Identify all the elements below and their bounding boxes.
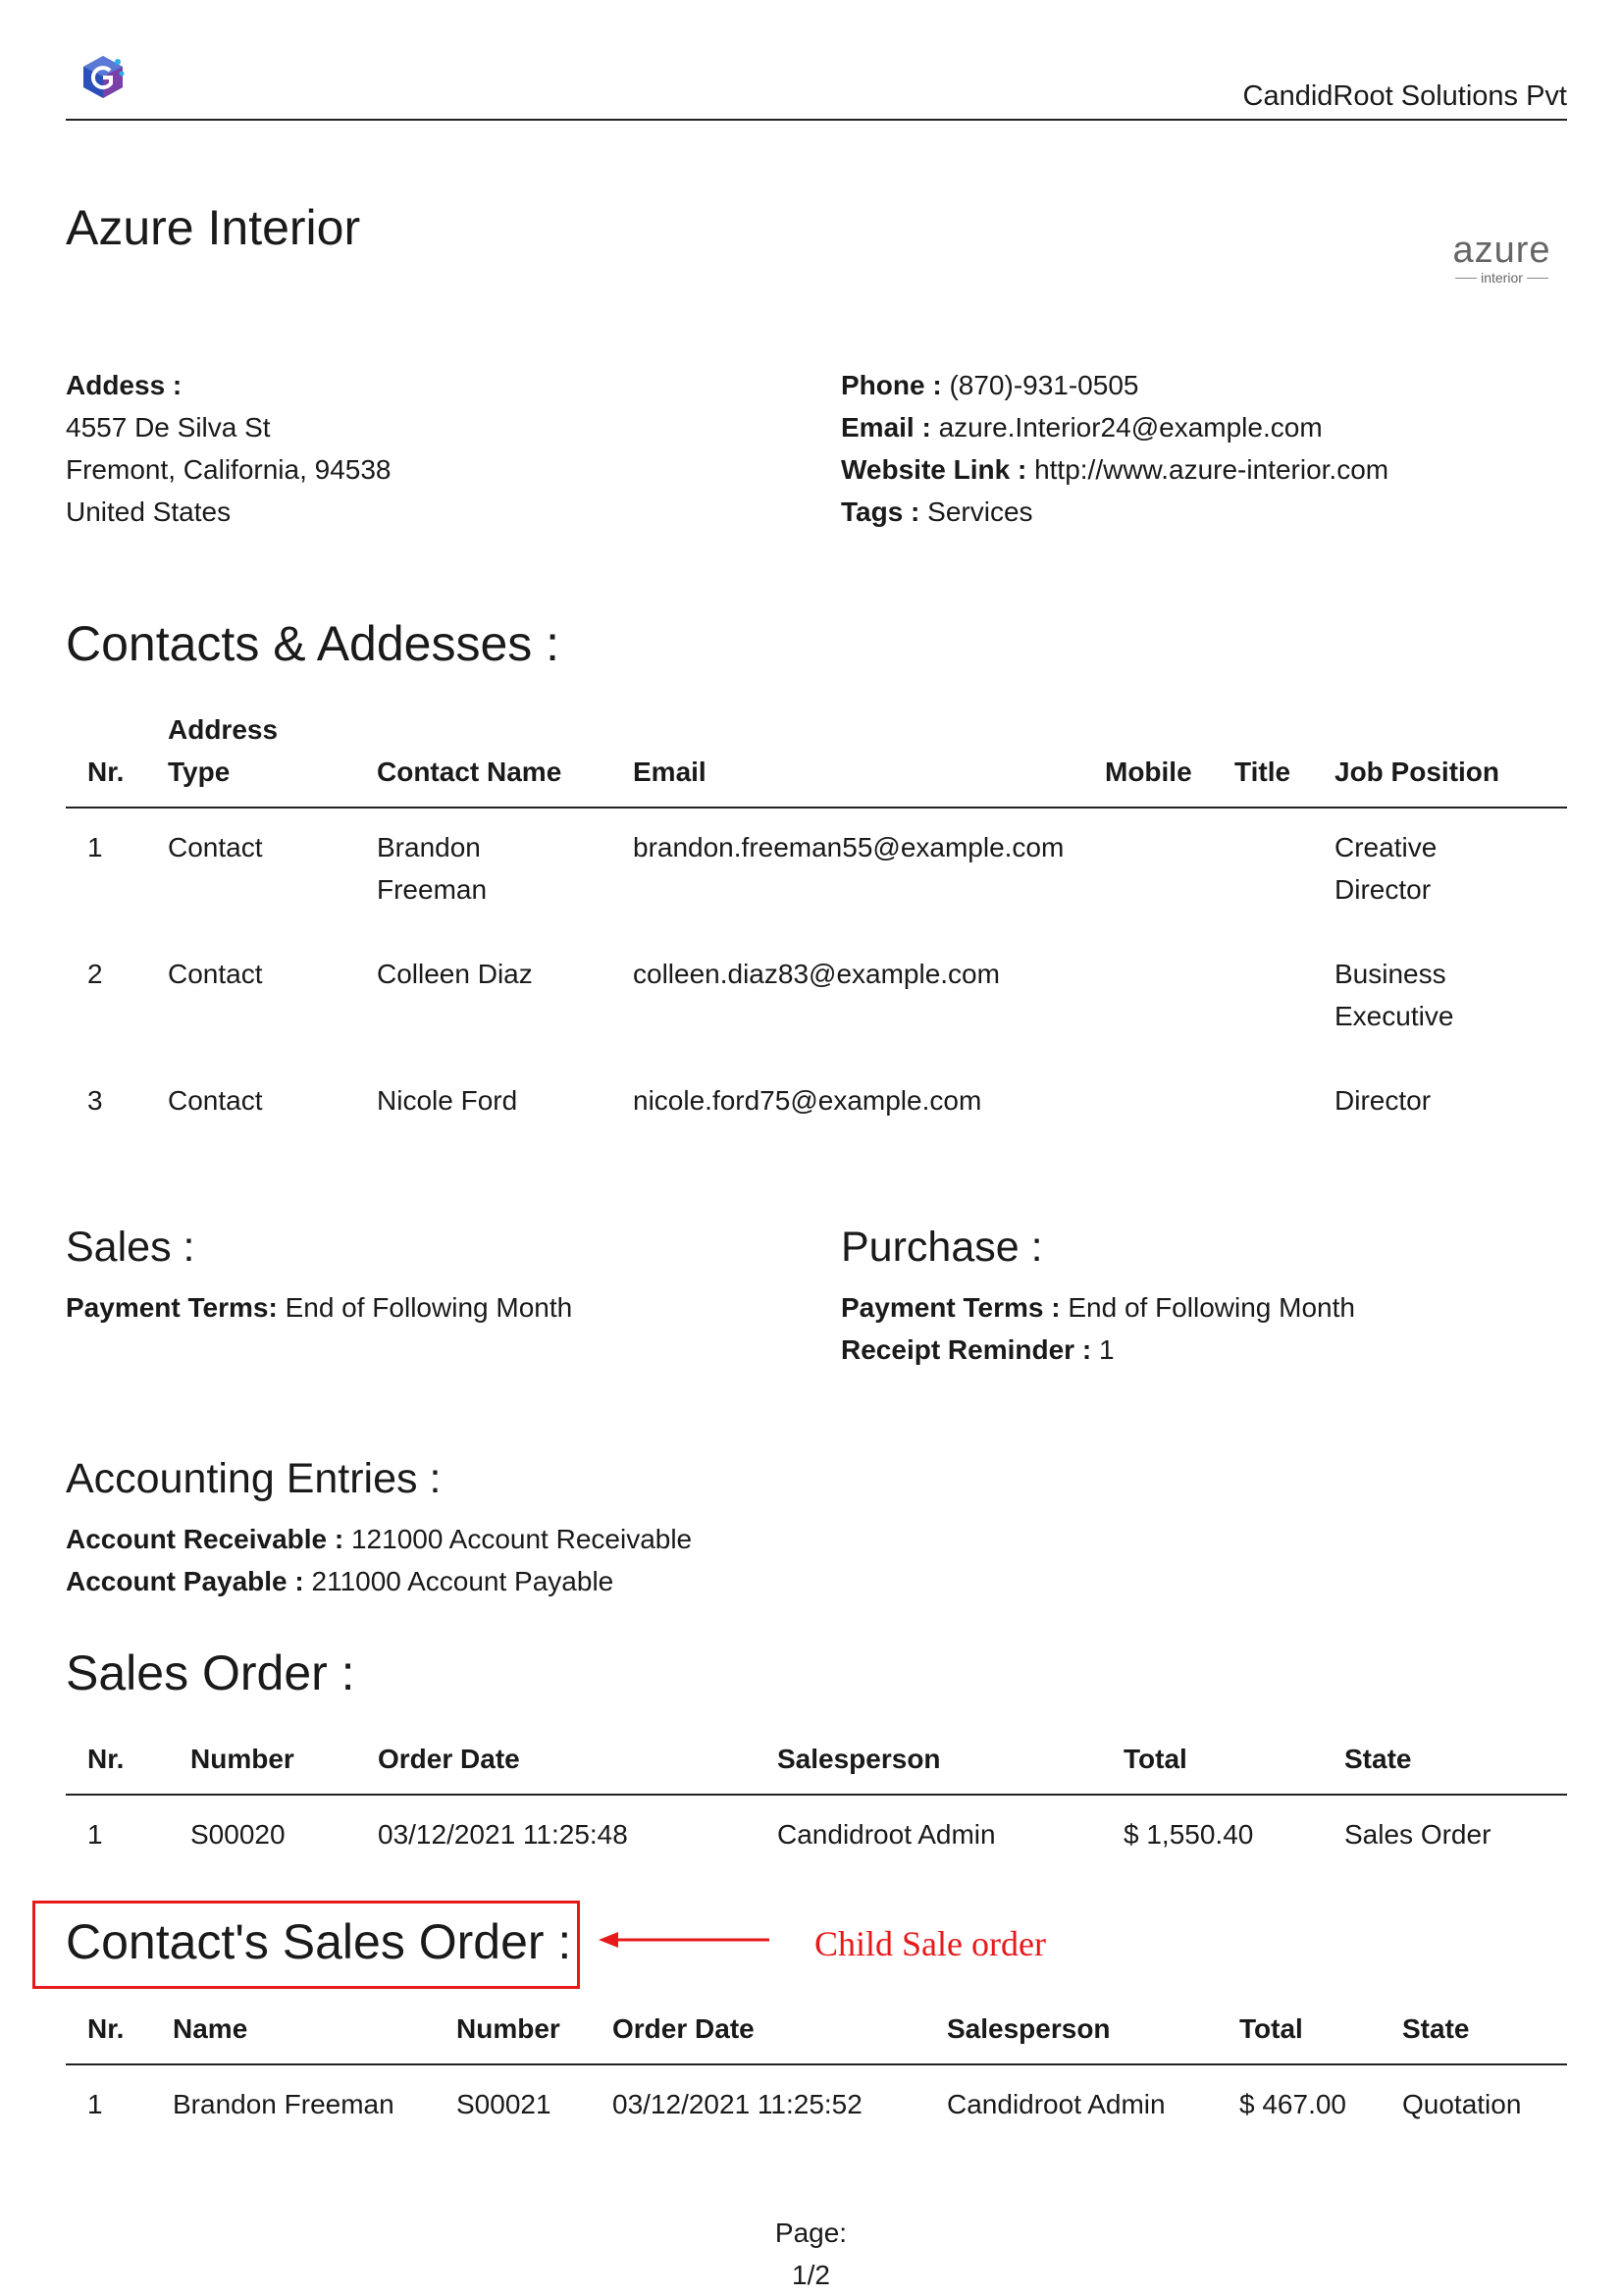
website-label: Website Link : (841, 454, 1027, 485)
account-receivable-value: 121000 Account Receivable (350, 1524, 693, 1554)
table-row: 2 Contact Colleen Diaz colleen.diaz83@example.com Business Executive (87, 959, 1454, 1031)
address-label: Addess : (66, 370, 183, 400)
col-salesperson: Salesperson (947, 2008, 1239, 2064)
partner-name: Azure Interior (66, 200, 361, 255)
col-nr: Nr. (66, 2008, 173, 2064)
company-name: CandidRoot Solutions Pvt (1242, 80, 1567, 112)
receipt-reminder-value: 1 (1098, 1334, 1115, 1365)
table-row: 3 Contact Nicole Ford nicole.ford75@example.com Director (87, 1085, 1432, 1116)
address-line-3: United States (66, 496, 232, 527)
sales-heading: Sales : (66, 1224, 195, 1271)
accounting-fields (66, 1518, 692, 1602)
website-row (841, 448, 1388, 491)
col-email: Email (633, 708, 1105, 808)
website-value: http://www.azure-interior.com (1034, 454, 1389, 485)
purchase-heading: Purchase : (841, 1224, 1043, 1271)
address-block (66, 364, 392, 533)
accounting-heading: Accounting Entries : (66, 1455, 442, 1502)
col-job-position: Job Position (1334, 708, 1567, 808)
phone-value: (870)-931-0505 (949, 370, 1139, 400)
tags-label: Tags : (841, 496, 920, 527)
col-total: Total (1124, 1738, 1344, 1795)
phone-row (841, 364, 1388, 406)
partner-logo (1450, 231, 1553, 289)
col-mobile: Mobile (1105, 708, 1234, 808)
col-address-type: Address Type (168, 708, 377, 808)
col-state: State (1402, 2008, 1567, 2064)
arrow-left-icon (597, 1928, 773, 1952)
account-payable-label: Account Payable : (66, 1566, 304, 1596)
purchase-fields (841, 1286, 1355, 1371)
address-line-1: 4557 De Silva St (66, 412, 271, 443)
account-payable (66, 1560, 692, 1602)
col-number: Number (456, 2008, 612, 2064)
email-label: Email : (841, 412, 931, 443)
sales-payment-terms (66, 1286, 572, 1329)
purchase-payment-terms-value: End of Following Month (1068, 1292, 1355, 1323)
tags-row (841, 491, 1388, 533)
address-line-2: Fremont, California, 94538 (66, 454, 392, 485)
col-nr: Nr. (66, 708, 168, 808)
account-receivable (66, 1518, 692, 1560)
page-number: 1/2 (792, 2260, 830, 2290)
sales-payment-terms-value: End of Following Month (285, 1292, 573, 1323)
col-nr: Nr. (66, 1738, 190, 1795)
partner-logo-text: azure (1452, 230, 1551, 271)
contact-sales-order-table (66, 2008, 1567, 2125)
account-receivable-label: Account Receivable : (66, 1524, 344, 1554)
purchase-payment-terms-label: Payment Terms : (841, 1292, 1061, 1323)
contact-info-block (841, 364, 1388, 533)
contacts-table (66, 708, 1567, 1122)
tags-value: Services (927, 496, 1033, 527)
table-row: 1 Brandon Freeman S00021 03/12/2021 11:25:52 Candidroot Admin $ 467.00 Quotation (87, 2089, 1522, 2119)
purchase-payment-terms (841, 1286, 1355, 1329)
sales-order-table (66, 1738, 1567, 1855)
contacts-heading: Contacts & Addesses : (66, 616, 560, 671)
col-salesperson: Salesperson (777, 1738, 1124, 1795)
table-row: 1 S00020 03/12/2021 11:25:48 Candidroot Admin $ 1,550.40 Sales Order (87, 1819, 1491, 1850)
partner-logo-subtext: interior (1481, 270, 1523, 286)
email-value: azure.Interior24@example.com (938, 412, 1323, 443)
col-number: Number (190, 1738, 378, 1795)
col-title: Title (1234, 708, 1334, 808)
col-state: State (1344, 1738, 1567, 1795)
receipt-reminder-label: Receipt Reminder : (841, 1334, 1092, 1365)
header-divider (66, 119, 1567, 121)
annotation-label: Child Sale order (814, 1924, 1046, 1963)
col-contact-name: Contact Name (377, 708, 633, 808)
receipt-reminder (841, 1329, 1355, 1371)
company-logo-icon (80, 54, 126, 99)
contact-sales-order-heading: Contact's Sales Order : (66, 1914, 572, 1969)
col-name: Name (173, 2008, 456, 2064)
sales-order-heading: Sales Order : (66, 1645, 355, 1700)
email-row (841, 406, 1388, 448)
sales-payment-terms-label: Payment Terms: (66, 1292, 278, 1323)
phone-label: Phone : (841, 370, 942, 400)
col-order-date: Order Date (378, 1738, 777, 1795)
col-total: Total (1239, 2008, 1402, 2064)
account-payable-value: 211000 Account Payable (311, 1566, 614, 1596)
table-row: 1 Contact Brandon Freeman brandon.freeman55@example.com Creative Director (87, 832, 1438, 905)
page-label: Page: (774, 2218, 848, 2248)
col-order-date: Order Date (612, 2008, 947, 2064)
